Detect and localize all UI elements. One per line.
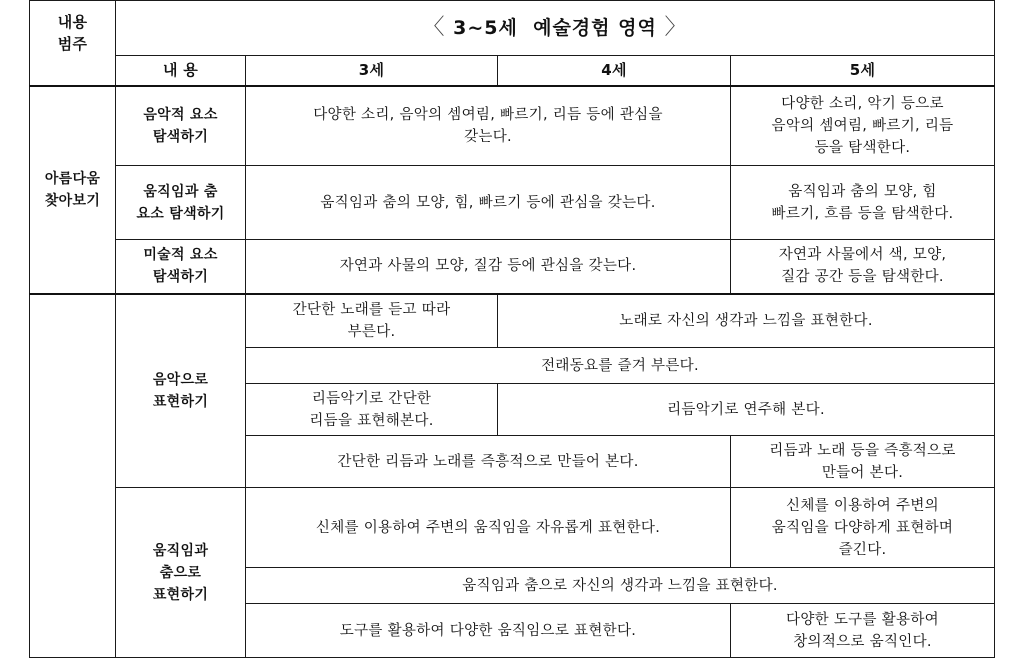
music-elements-age34: 다양한 소리, 음악의 셈여림, 빠르기, 리듬 등에 관심을 갖는다.: [246, 86, 731, 166]
title-open-bracket: 〈: [422, 15, 446, 40]
movement-r2-all: 움직임과 춤으로 자신의 생각과 느낌을 표현한다.: [246, 568, 995, 604]
content-movement-elements: 움직임과 춤 요소 탐색하기: [116, 166, 246, 240]
music-r1-age3: 간단한 노래를 듣고 따라 부른다.: [246, 294, 498, 348]
music-elements-age5: 다양한 소리, 악기 등으로 음악의 셈여림, 빠르기, 리듬 등을 탐색한다.: [731, 86, 995, 166]
movement-r1-age5: 신체를 이용하여 주변의 움직임을 다양하게 표현하며 즐긴다.: [731, 488, 995, 568]
content-movement-expression: 움직임과 춤으로 표현하기: [116, 488, 246, 658]
content-music-elements: 음악적 요소 탐색하기: [116, 86, 246, 166]
art-experience-table: [29, 0, 995, 658]
header-age5: 5세: [731, 56, 995, 86]
movement-elements-age5: 움직임과 춤의 모양, 힘 빠르기, 흐름 등을 탐색한다.: [731, 166, 995, 240]
content-music-expression: 음악으로 표현하기: [116, 294, 246, 488]
category-expression: [30, 294, 116, 658]
movement-elements-age34: 움직임과 춤의 모양, 힘, 빠르기 등에 관심을 갖는다.: [246, 166, 731, 240]
movement-r3-age34: 도구를 활용하여 다양한 움직임으로 표현한다.: [246, 604, 731, 658]
art-elements-age5: 자연과 사물에서 색, 모양, 질감 공간 등을 탐색한다.: [731, 240, 995, 294]
title-text: 3~5세 예술경험 영역: [453, 17, 657, 39]
music-r2-all: 전래동요를 즐겨 부른다.: [246, 348, 995, 384]
movement-r3-age5: 다양한 도구를 활용하여 창의적으로 움직인다.: [731, 604, 995, 658]
table-title: [116, 1, 995, 56]
category-beauty: 아름다움 찾아보기: [30, 86, 116, 294]
art-elements-age34: 자연과 사물의 모양, 질감 등에 관심을 갖는다.: [246, 240, 731, 294]
header-age4: 4세: [498, 56, 731, 86]
music-r4-age5: 리듬과 노래 등을 즉흥적으로 만들어 본다.: [731, 436, 995, 488]
music-r4-age34: 간단한 리듬과 노래를 즉흥적으로 만들어 본다.: [246, 436, 731, 488]
movement-r1-age34: 신체를 이용하여 주변의 움직임을 자유롭게 표현한다.: [246, 488, 731, 568]
music-r3-age45: 리듬악기로 연주해 본다.: [498, 384, 995, 436]
header-category: 내용 범주: [30, 1, 116, 86]
title-close-bracket: 〉: [664, 15, 688, 40]
music-r1-age45: 노래로 자신의 생각과 느낌을 표현한다.: [498, 294, 995, 348]
content-art-elements: 미술적 요소 탐색하기: [116, 240, 246, 294]
header-content: 내 용: [116, 56, 246, 86]
music-r3-age3: 리듬악기로 간단한 리듬을 표현해본다.: [246, 384, 498, 436]
header-age3: 3세: [246, 56, 498, 86]
